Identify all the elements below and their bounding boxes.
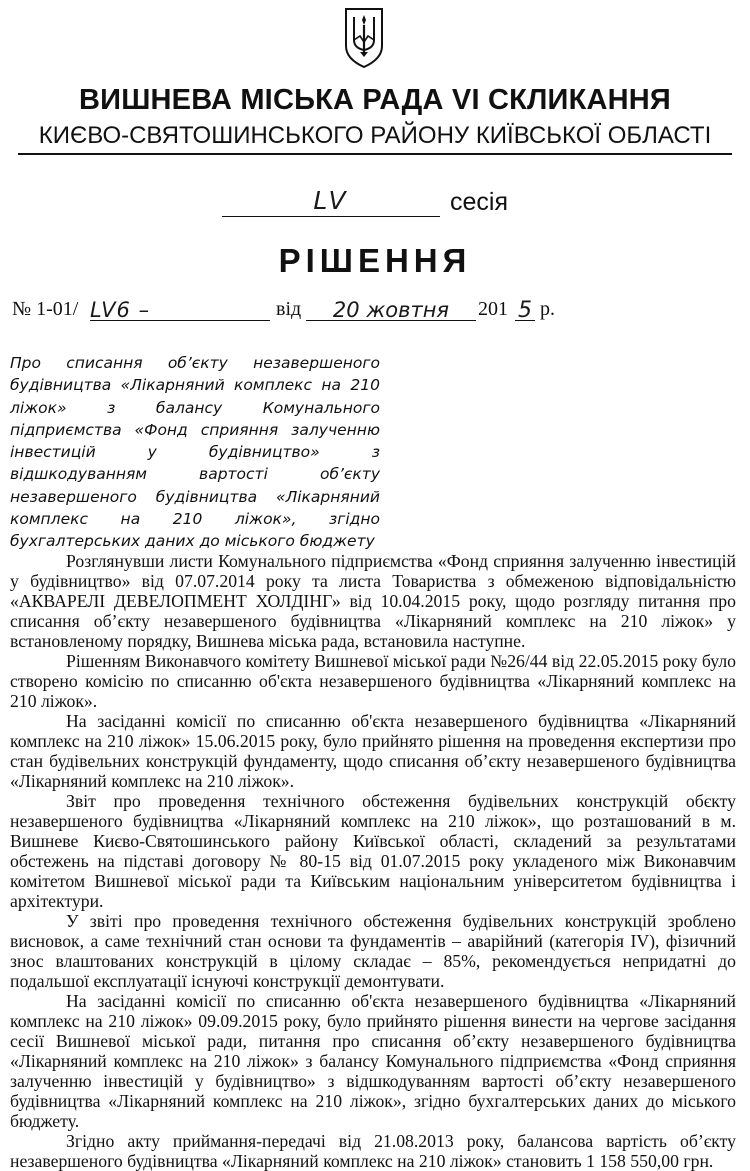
body-paragraph: Звіт про проведення технічного обстеження будівельних конструкцій обєкту незавершеного будівництва «Лікарняний комплекс на 210 ліжок», що розташований в м. Вишневе Києво-Святошинського району Київської області, складений за результатами обстежень на підставі договору № 80-15 від 01.07.2015 року укладеного між Виконавчим комітетом Вишневої міської ради та Київським національним університетом будівництва і архітектури. [10, 791, 736, 911]
decision-date-value: 20 жовтня [306, 298, 476, 321]
district-subtitle: КИЄВО-СВЯТОШИНСЬКОГО РАЙОНУ КИЇВСЬКОЇ ОБЛАСТІ [18, 122, 732, 155]
session-number: LV [313, 186, 349, 215]
decision-subject: Про списання об’єкту незавершеного будівництва «Лікарняний комплекс на 210 ліжок» з балансу Комунального підприємства «Фонд сприяння залученню інвестицій у будівництво» з відшкодуванням вартості об’єкту незавершеного будівництва «Лікарняний комплекс на 210 ліжок», згідно бухгалтерських даних до міського бюджету [10, 354, 380, 551]
year-digit: 5 [515, 298, 535, 321]
body-paragraph: Рішенням Виконавчого комітету Вишневої міської ради №26/44 від 22.05.2015 року було створено комісію по списанню об'єкта незавершеного будівництва «Лікарняний комплекс на 210 ліжок». [10, 651, 736, 711]
body-paragraph: Згідно акту приймання-передачі від 21.08.2013 року, балансова вартість об’єкту незавершеного будівництва «Лікарняний комплекс на 210 ліжок» становить 1 158 550,00 грн. [10, 1131, 736, 1171]
coat-of-arms-icon [343, 6, 385, 70]
body-paragraph: На засіданні комісії по списанню об'єкта незавершеного будівництва «Лікарняний комплекс на 210 ліжок» 15.06.2015 року, було прийнято рішення на проведення експертизи про стан будівельних конструкцій фундаменту, щодо списання об’єкту незавершеного будівництва «Лікарняний комплекс на 210 ліжок». [10, 711, 736, 791]
session-number-field [222, 186, 440, 217]
body-paragraph: У звіті про проведення технічного обстеження будівельних конструкцій зроблено висновок, а саме технічний стан основи та фундаментів – аварійний (категорія IV), фізичний знос влаштованих конструкцій в цілому складає – 85%, рекомендується непридатні до подальшої експлуатації існуючі конструкції демонтувати. [10, 911, 736, 991]
session-label: сесія [450, 188, 508, 216]
decision-number-prefix: № 1-01/ [12, 298, 79, 320]
year-suffix: р. [540, 298, 555, 320]
decision-number-value: LV6 – [90, 298, 270, 321]
body-paragraph: Розглянувши листи Комунального підприємства «Фонд сприяння залученню інвестицій у будівництво» від 07.07.2014 року та листа Товариства з обмеженою відповідальністю «АКВАРЕЛІ ДЕВЕЛОПМЕНТ ХОЛДІНГ» від 10.04.2015 року, щодо розгляду питання про списання об’єкту незавершеного будівництва «Лікарняний комплекс на 210 ліжок» у встановленому порядку, Вишнева міська рада, встановила наступне. [10, 551, 736, 651]
year-prefix: 201 [478, 298, 508, 320]
body-paragraph: На засіданні комісії по списанню об'єкта незавершеного будівництва «Лікарняний комплекс на 210 ліжок» 09.09.2015 року, було прийнято рішення винести на чергове засідання сесії Вишневої міської ради, питання про списання об’єкту незавершеного будівництва «Лікарняний комплекс на 210 ліжок» з балансу Комунального підприємства «Фонд сприяння залученню інвестицій у будівництво» з відшкодуванням вартості об’єкту незавершеного будівництва «Лікарняний комплекс на 210 ліжок», згідно бухгалтерських даних до міського бюджету. [10, 991, 736, 1131]
date-label: від [276, 298, 302, 320]
decision-number-line [12, 298, 742, 324]
council-title: ВИШНЕВА МІСЬКА РАДА VІ СКЛИКАННЯ [79, 84, 671, 116]
decision-body [10, 551, 736, 1171]
document-title: РІШЕННЯ [278, 242, 472, 279]
